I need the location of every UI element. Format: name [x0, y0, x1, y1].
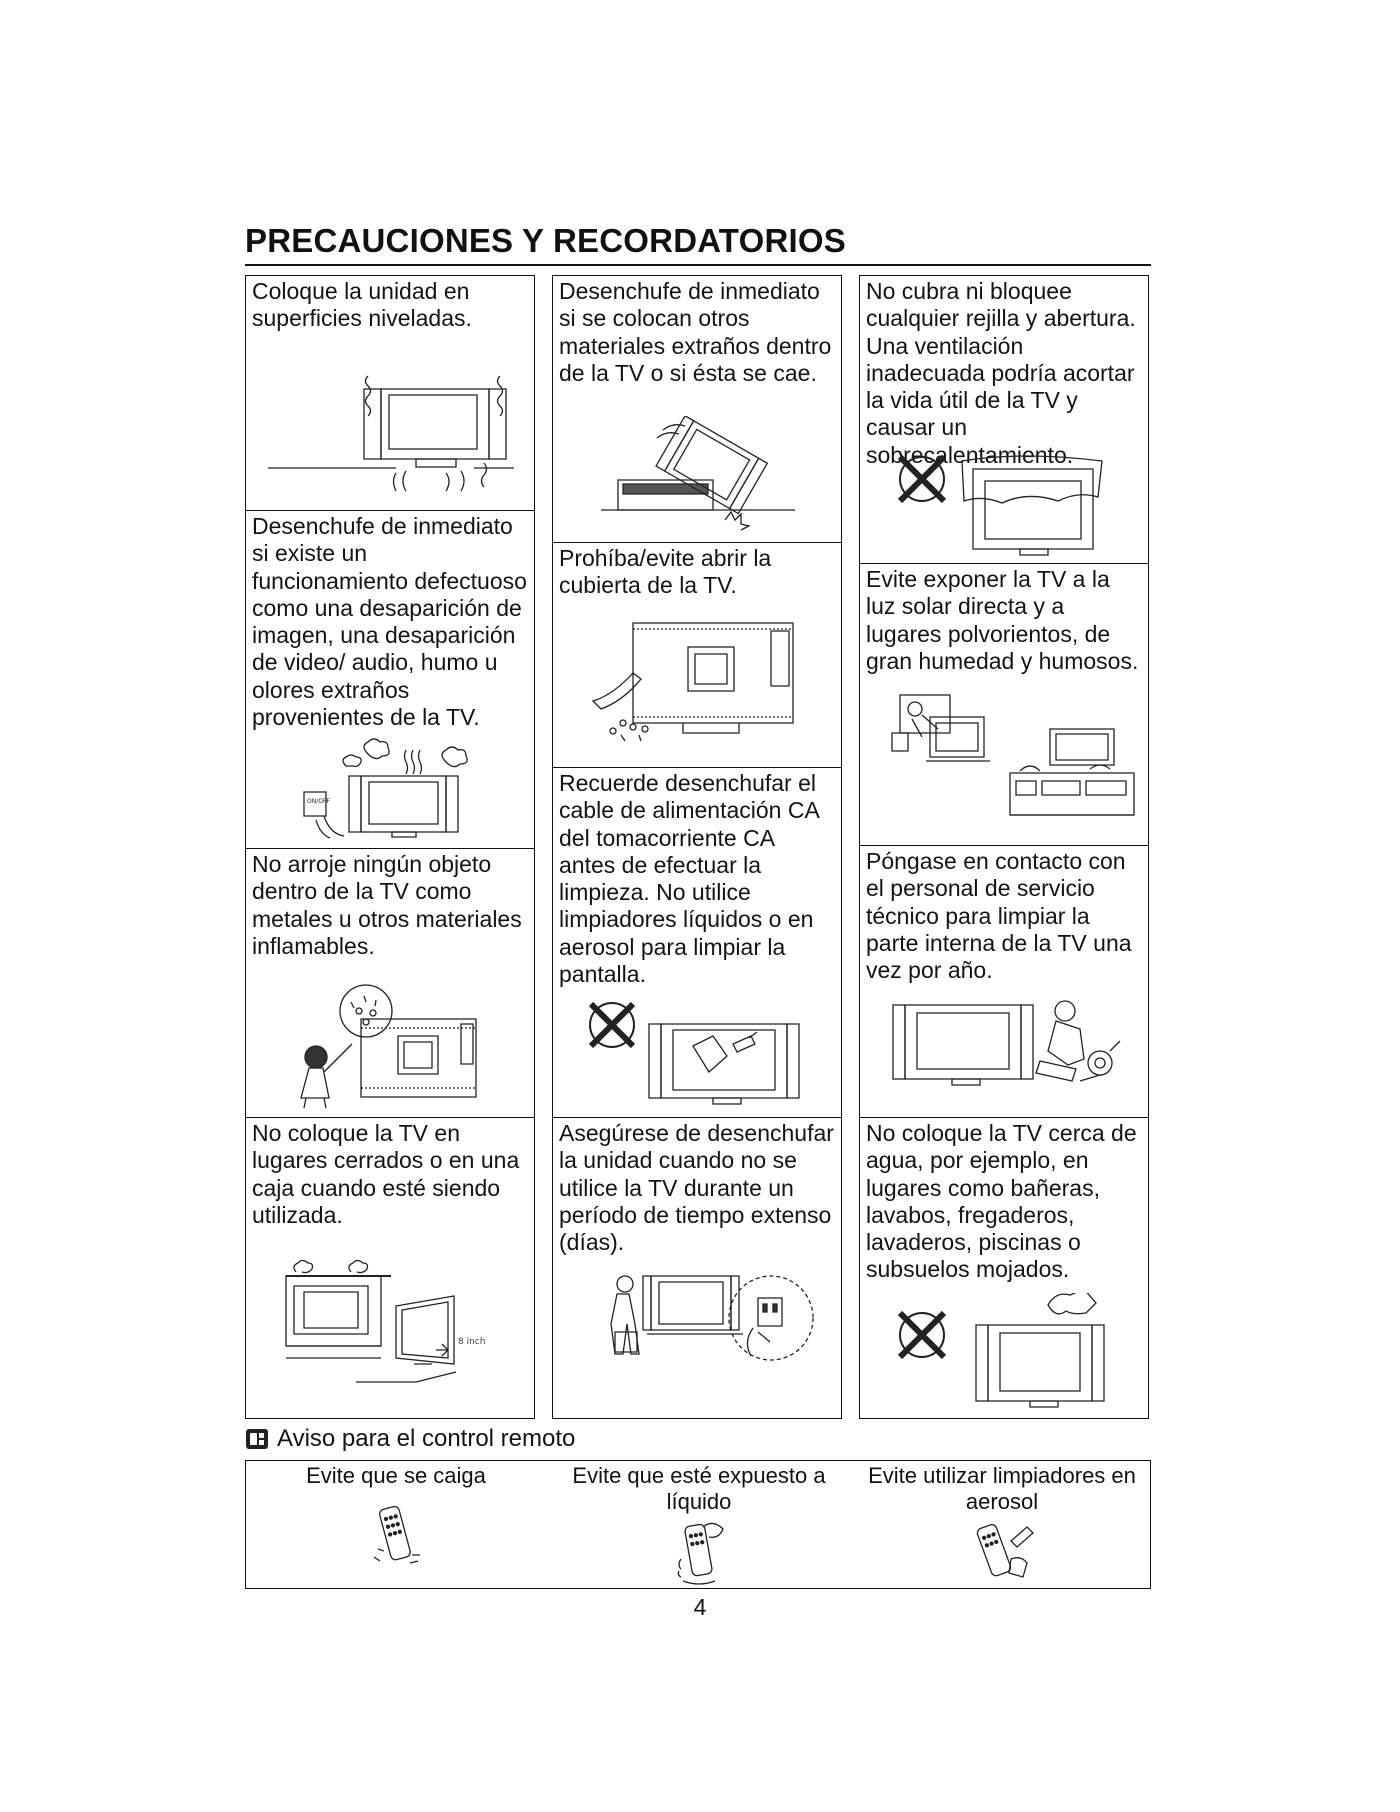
- level-surface-illustration: [246, 371, 535, 511]
- sun-dust-illustration: [860, 689, 1149, 845]
- remote-notice-title: Aviso para el control remoto: [277, 1425, 576, 1452]
- remote-warning-icon: [245, 1427, 269, 1451]
- precaution-text: No arroje ningún objeto dentro de la TV como metales u otros materiales inflamables.: [252, 851, 522, 959]
- precaution-unplug-long-time: [552, 1117, 842, 1419]
- remote-item-aerosol: [852, 1461, 1152, 1587]
- precaution-text: No cubra ni bloquee cualquier rejilla y abertura. Una ventilación inadecuada podría acortar la vida útil de la TV y causar un sobrecalentamiento.: [866, 278, 1136, 468]
- precaution-text: Desenchufe de inmediato si se colocan otros materiales extraños dentro de la TV o si ésta se cae.: [559, 278, 832, 386]
- precaution-text: Desenchufe de inmediato si existe un funcionamiento defectuoso como una desaparición de imagen, una desaparición de video/ audio, humo u olores extraños provenientes de la TV.: [252, 513, 527, 731]
- remote-notice-box: [245, 1460, 1151, 1589]
- malfunction-illustration: [246, 736, 535, 848]
- title-divider: [245, 264, 1151, 266]
- remote-aerosol-icon: [967, 1519, 1037, 1587]
- outlet-label: ON/OFF: [307, 798, 330, 805]
- no-objects-illustration: [246, 984, 535, 1119]
- cleaning-illustration: [553, 996, 842, 1116]
- remote-item-liquid: [549, 1461, 849, 1587]
- precaution-text: Coloque la unidad en superficies niveladas.: [252, 278, 472, 332]
- precaution-avoid-sun-dust: [859, 563, 1149, 847]
- precaution-foreign-objects: [552, 275, 842, 544]
- precaution-malfunction: [245, 510, 535, 850]
- page-title: PRECAUCIONES Y RECORDATORIOS: [245, 222, 846, 259]
- precaution-unplug-before-cleaning: [552, 767, 842, 1119]
- remote-notice-header: [245, 1425, 575, 1453]
- precaution-level-surface: [245, 275, 535, 512]
- remote-item-label: Evite utilizar limpiadores en aerosol: [868, 1463, 1136, 1514]
- precaution-no-enclosed: [245, 1117, 535, 1419]
- remote-item-label: Evite que esté expuesto a líquido: [572, 1463, 826, 1514]
- precaution-text: No coloque la TV en lugares cerrados o en una caja cuando esté siendo utilizada.: [252, 1120, 520, 1228]
- remote-liquid-icon: [669, 1519, 729, 1587]
- precaution-no-cover-vents: [859, 275, 1149, 565]
- no-enclosed-illustration: [246, 1258, 535, 1418]
- precaution-text: Asegúrese de desenchufar la unidad cuando no se utilice la TV durante un período de tiempo extenso (días).: [559, 1120, 834, 1256]
- precaution-text: Prohíba/evite abrir la cubierta de la TV.: [559, 545, 772, 599]
- distance-label: 8 inch: [458, 1337, 486, 1347]
- remote-drop-icon: [366, 1503, 426, 1571]
- covered-vents-illustration: [860, 451, 1149, 563]
- water-illustration: [860, 1293, 1149, 1418]
- precaution-text: Evite exponer la TV a la luz solar directa y a lugares polvorientos, de gran humedad y humosos.: [866, 566, 1139, 674]
- remote-item-drop: [246, 1461, 546, 1571]
- precaution-no-objects: [245, 848, 535, 1119]
- precaution-text: Póngase en contacto con el personal de servicio técnico para limpiar la parte interna de la TV una vez por año.: [866, 848, 1132, 984]
- tv-falling-illustration: [553, 416, 842, 544]
- precaution-text: Recuerde desenchufar el cable de alimentación CA del tomacorriente CA antes de efectuar la limpieza. No utilice limpiadores líquidos o en aerosol para limpiar la pantalla.: [559, 770, 819, 988]
- precaution-annual-service: [859, 845, 1149, 1119]
- precaution-no-water: [859, 1117, 1149, 1419]
- precaution-text: No coloque la TV cerca de agua, por ejemplo, en lugares como bañeras, lavabos, fregaderos, lavaderos, piscinas o subsuelos mojados.: [866, 1120, 1137, 1283]
- unplug-illustration: [553, 1258, 842, 1418]
- open-cover-illustration: [553, 611, 842, 769]
- page-number: 4: [693, 1594, 707, 1620]
- precaution-no-open-cover: [552, 542, 842, 769]
- remote-item-label: Evite que se caiga: [306, 1463, 486, 1488]
- service-illustration: [860, 991, 1149, 1116]
